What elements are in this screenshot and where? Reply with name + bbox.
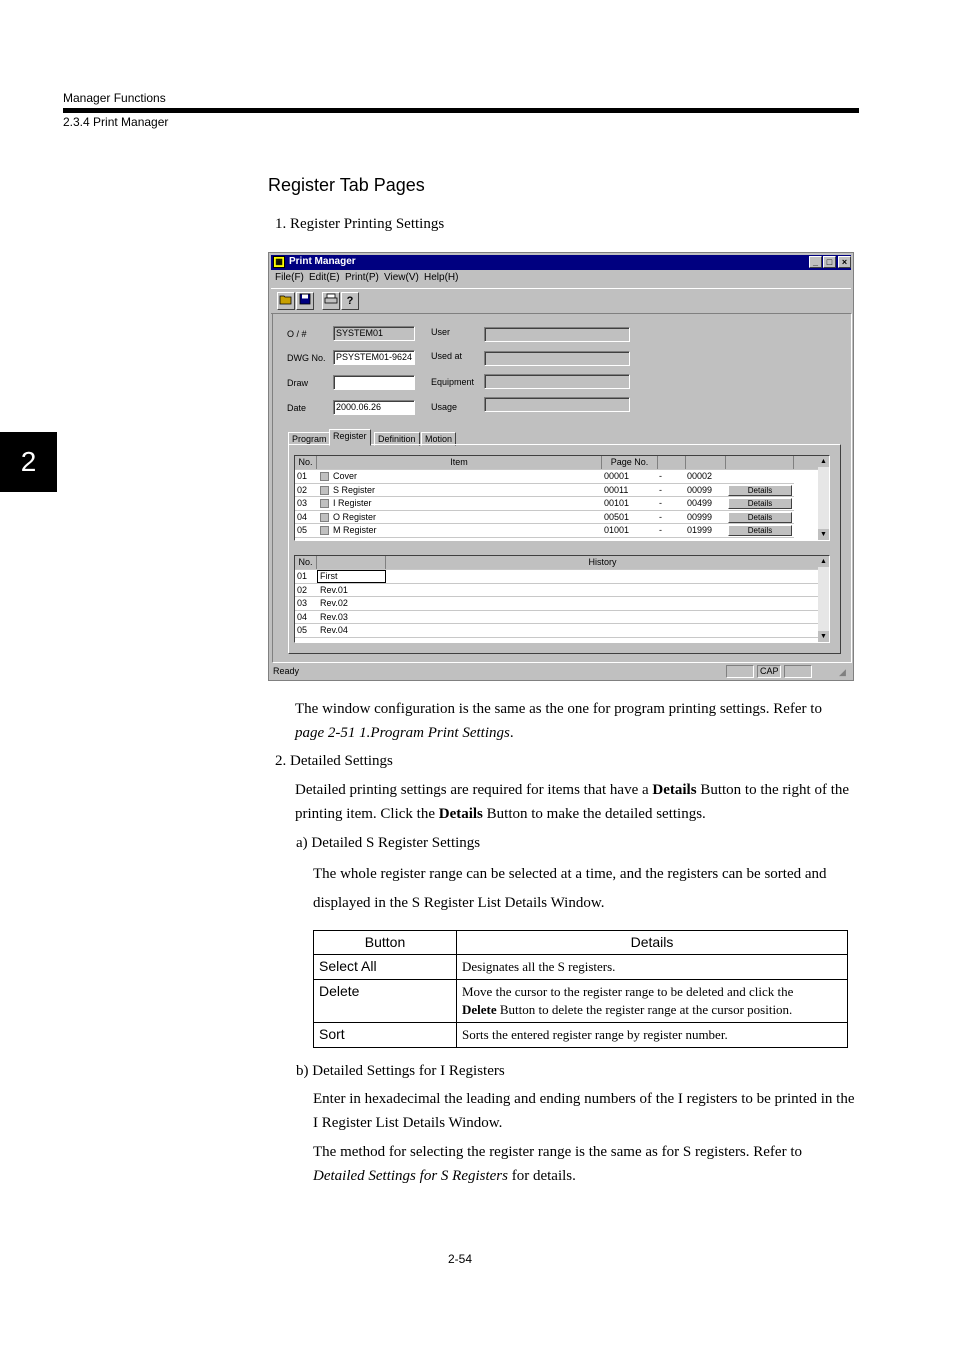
row-checkbox[interactable] [317,470,331,483]
paragraph-window-config [295,697,857,745]
col-header-blank-1 [658,456,686,469]
user-label: User [431,327,451,337]
table-cell-details [457,980,848,1023]
history-row[interactable] [295,611,818,625]
row-no: 04 [297,611,308,622]
bold-text: Details [652,782,697,798]
main-panel [272,313,852,663]
period: . [509,725,514,741]
status-panel-3 [784,665,812,678]
details-button[interactable]: Details [728,525,792,536]
register-grid-header [295,456,820,470]
row-page-to: 00099 [687,484,713,495]
date-label: Date [287,403,307,413]
scroll-up-icon[interactable]: ▲ [818,456,829,467]
details-button[interactable]: Details [728,498,792,509]
row-page-from: 00501 [604,511,630,522]
resize-grip-icon[interactable]: ◢ [839,667,846,677]
bold-text: Details [438,806,483,822]
row-page-to: 00499 [687,498,713,508]
chapter-tab: 2 [0,432,57,492]
history-row[interactable] [295,597,818,611]
scroll-down-icon[interactable]: ▼ [818,529,829,540]
status-panel-1 [726,665,754,678]
row-page-from: 01001 [604,525,630,535]
table-cell-button: Delete [314,980,457,1023]
usage-field [484,397,630,412]
cap-indicator: CAP [757,665,781,678]
cross-reference: Detailed Settings for S Registers [313,1168,508,1184]
draw-label: Draw [287,378,309,388]
o-label: O / # [287,329,307,339]
paragraph-i-register: Enter in hexadecimal the leading and ending numbers of the I registers to be printed in the I Register List Details Window. [313,1091,855,1131]
equipment-field [484,374,630,389]
row-sep: - [659,471,662,481]
row-page-to: 00999 [687,511,713,522]
text: Button to delete the register range at the cursor position. [496,1002,793,1017]
row-sep: - [659,525,662,535]
history-row[interactable] [295,584,818,598]
history-name: Rev.01 [320,584,348,595]
menu-view[interactable]: View(V) [384,272,419,283]
status-bar [271,665,851,679]
register-grid-scrollbar[interactable] [818,456,829,540]
details-button[interactable]: Details [728,485,792,496]
row-checkbox[interactable] [317,497,331,510]
table-header-button: Button [314,931,457,955]
row-checkbox[interactable] [317,524,331,537]
paragraph-detailed-settings [295,778,858,826]
row-item: O Register [333,511,377,522]
col-header-item: Item [317,456,602,469]
help-question-icon[interactable]: ? [341,292,359,310]
history-name-editing[interactable]: First [317,570,386,583]
paragraph-line: The whole register range can be selected at a time, and the registers can be sorted and [313,866,827,882]
button-details-table [313,930,848,1048]
o-number-field[interactable]: SYSTEM01 [333,326,415,341]
row-no: 01 [297,471,308,481]
page-number: 2-54 [448,1252,473,1266]
col-header-no: No. [295,556,317,569]
table-cell-details: Sorts the entered register range by register number. [457,1023,848,1048]
section-title: Register Tab Pages [268,175,425,195]
register-row[interactable] [295,511,794,525]
history-grid-header [295,556,820,570]
bold-text: Delete [462,1002,497,1017]
row-item: Cover [333,471,358,481]
running-header-subsection: 2.3.4 Print Manager [63,115,169,129]
register-row[interactable] [295,470,794,484]
register-row[interactable] [295,524,794,538]
row-no: 03 [297,498,308,508]
used-at-label: Used at [431,351,463,361]
row-page-from: 00101 [604,498,630,508]
text: Button to the right of the printing item. Click the [295,782,850,822]
history-grid-scrollbar[interactable] [818,556,829,642]
status-text: Ready [273,666,300,676]
tab-definition[interactable]: Definition [374,432,420,446]
col-header-blank [317,556,386,569]
maximize-icon[interactable]: □ [823,256,836,268]
toolbar [271,288,851,314]
step-2-heading: 2. Detailed Settings [275,753,393,769]
row-no: 02 [297,484,308,495]
close-icon[interactable]: × [838,256,851,268]
row-page-from: 00001 [604,471,630,481]
title-bar[interactable] [271,255,851,270]
subheading-a: a) Detailed S Register Settings [296,835,481,851]
step-1-heading: 1. Register Printing Settings [275,216,445,232]
text: for details. [507,1168,576,1184]
open-folder-icon[interactable] [277,292,295,310]
paragraph-line: The window configuration is the same as the one for program printing settings. Refer to [295,701,822,717]
tab-program[interactable]: Program [288,432,331,446]
register-grid [294,455,830,541]
table-cell-details: Designates all the S registers. [457,955,848,980]
tab-register[interactable]: Register [329,429,371,446]
equipment-label: Equipment [431,377,475,387]
col-header-blank-2 [686,456,726,469]
register-row[interactable] [295,497,794,511]
history-name: Rev.02 [320,598,348,608]
tab-motion[interactable]: Motion [421,432,456,446]
window-title: Print Manager [289,256,356,267]
menu-file[interactable]: File(F) [275,272,304,283]
row-item: I Register [333,498,372,508]
col-header-history: History [386,556,820,569]
text: Detailed printing settings are required for items that have a [295,782,653,798]
paragraph-range-method [313,1140,858,1188]
col-header-blank-3 [726,456,794,469]
subheading-b: b) Detailed Settings for I Registers [296,1063,505,1079]
app-icon: ▦ [273,256,285,268]
row-item: M Register [333,525,377,535]
row-sep: - [659,484,662,495]
running-header-section: Manager Functions [63,91,166,105]
dwg-label: DWG No. [287,353,326,363]
history-row[interactable] [295,570,818,584]
history-name: Rev.03 [320,611,348,622]
row-page-to: 00002 [687,471,713,481]
table-cell-button: Select All [314,955,457,980]
table-cell-button: Sort [314,1023,457,1048]
details-button[interactable]: Details [728,512,792,523]
row-no: 01 [297,571,308,581]
paragraph-line: The method for selecting the register range is the same as for S registers. Refer to [313,1144,803,1160]
row-no: 02 [297,584,308,595]
paragraph-s-register [313,860,858,918]
col-header-no: No. [295,456,317,469]
usage-label: Usage [431,402,458,412]
minimize-icon[interactable]: _ [809,256,822,268]
history-grid [294,555,830,643]
row-no: 03 [297,598,308,608]
menu-edit[interactable]: Edit(E) [309,272,340,283]
menu-bar [271,271,851,286]
text: Button to make the detailed settings. [482,806,706,822]
user-field [484,327,630,342]
menu-print[interactable]: Print(P) [345,272,379,283]
col-header-page: Page No. [602,456,658,469]
header-rule [63,108,859,113]
history-row[interactable] [295,624,818,638]
row-no: 05 [297,625,308,635]
printer-icon[interactable] [322,292,340,310]
print-manager-window [268,252,854,681]
row-page-to: 01999 [687,525,713,535]
draw-field[interactable] [333,375,415,390]
cross-reference: page 2-51 1.Program Print Settings [295,725,510,741]
date-field[interactable]: 2000.06.26 [333,400,415,415]
save-disk-icon[interactable] [296,292,314,310]
paragraph-line [295,721,857,745]
paragraph-line: displayed in the S Register List Details Window. [313,895,605,911]
history-name: Rev.04 [320,625,348,635]
register-tab-panel [288,444,841,654]
row-checkbox[interactable] [317,511,331,524]
menu-help[interactable]: Help(H) [424,272,459,283]
row-no: 04 [297,511,308,522]
used-at-field [484,351,630,366]
dwg-number-field[interactable]: PSYSTEM01-9624 [333,350,415,365]
row-sep: - [659,498,662,508]
scroll-up-icon[interactable]: ▲ [818,556,829,567]
scroll-down-icon[interactable]: ▼ [818,631,829,642]
row-sep: - [659,511,662,522]
row-no: 05 [297,525,308,535]
table-header-details: Details [457,931,848,955]
row-checkbox[interactable] [317,484,331,497]
row-item: S Register [333,484,376,495]
text: Move the cursor to the register range to be deleted and click the [462,984,794,999]
row-page-from: 00011 [604,484,629,495]
paragraph-line [313,1164,858,1188]
register-row[interactable] [295,484,794,498]
